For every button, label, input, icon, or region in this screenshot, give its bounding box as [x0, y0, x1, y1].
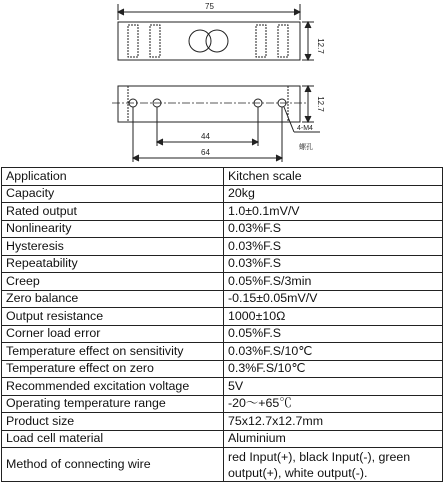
spec-label: Repeatability	[2, 255, 224, 273]
spec-value: -0.15±0.05mV/V	[224, 290, 443, 308]
spec-label: Method of connecting wire	[2, 448, 224, 482]
table-row	[2, 168, 443, 186]
spec-label: Temperature effect on sensitivity	[2, 343, 224, 361]
dim-length-label: 75	[205, 2, 214, 11]
spec-label: Hysteresis	[2, 238, 224, 256]
table-row	[2, 273, 443, 291]
dim-height-top-label: 12.7	[316, 38, 325, 54]
spec-value: 5V	[224, 378, 443, 396]
spec-table	[1, 167, 443, 482]
table-row	[2, 203, 443, 221]
spec-label: Rated output	[2, 203, 224, 221]
table-row	[2, 413, 443, 431]
spec-value: 0.05%F.S/3min	[224, 273, 443, 291]
spec-value: 20kg	[224, 185, 443, 203]
table-row	[2, 290, 443, 308]
table-row	[2, 325, 443, 343]
spec-value: Kitchen scale	[224, 168, 443, 186]
spec-value: 0.05%F.S	[224, 325, 443, 343]
spec-label: Application	[2, 168, 224, 186]
spec-value: 0.03%F.S/10℃	[224, 343, 443, 361]
spec-label: Creep	[2, 273, 224, 291]
dim-hole-spacing-label: 44	[201, 132, 210, 141]
table-row	[2, 308, 443, 326]
table-row	[2, 448, 443, 482]
spec-label: Zero balance	[2, 290, 224, 308]
table-row	[2, 255, 443, 273]
spec-value: red Input(+), black Input(-), green output(+), white output(-).	[224, 448, 443, 482]
table-row	[2, 378, 443, 396]
spec-value: -20～+65℃	[224, 395, 443, 413]
spec-label: Temperature effect on zero	[2, 360, 224, 378]
spec-label: Product size	[2, 413, 224, 431]
spec-value: 0.3%F.S/10℃	[224, 360, 443, 378]
table-row	[2, 360, 443, 378]
spec-value: 0.03%F.S	[224, 238, 443, 256]
spec-label: Capacity	[2, 185, 224, 203]
spec-value: 75x12.7x12.7mm	[224, 413, 443, 431]
spec-label: Recommended excitation voltage	[2, 378, 224, 396]
table-row	[2, 238, 443, 256]
thread-callout-label: 4-M4	[297, 125, 313, 132]
spec-value: 0.03%F.S	[224, 220, 443, 238]
dim-mount-span-label: 64	[201, 148, 210, 157]
spec-label: Output resistance	[2, 308, 224, 326]
spec-value: Aluminium	[224, 430, 443, 448]
table-row	[2, 185, 443, 203]
spec-label: Operating temperature range	[2, 395, 224, 413]
thread-note-label: 螺孔	[299, 144, 313, 151]
spec-label: Nonlinearity	[2, 220, 224, 238]
table-row	[2, 395, 443, 413]
load-cell-drawing	[0, 0, 445, 166]
table-row	[2, 343, 443, 361]
table-row	[2, 430, 443, 448]
spec-label: Corner load error	[2, 325, 224, 343]
dim-height-side-label: 12.7	[316, 96, 325, 112]
spec-value: 1000±10Ω	[224, 308, 443, 326]
spec-value: 0.03%F.S	[224, 255, 443, 273]
spec-value: 1.0±0.1mV/V	[224, 203, 443, 221]
spec-label: Load cell material	[2, 430, 224, 448]
table-row	[2, 220, 443, 238]
